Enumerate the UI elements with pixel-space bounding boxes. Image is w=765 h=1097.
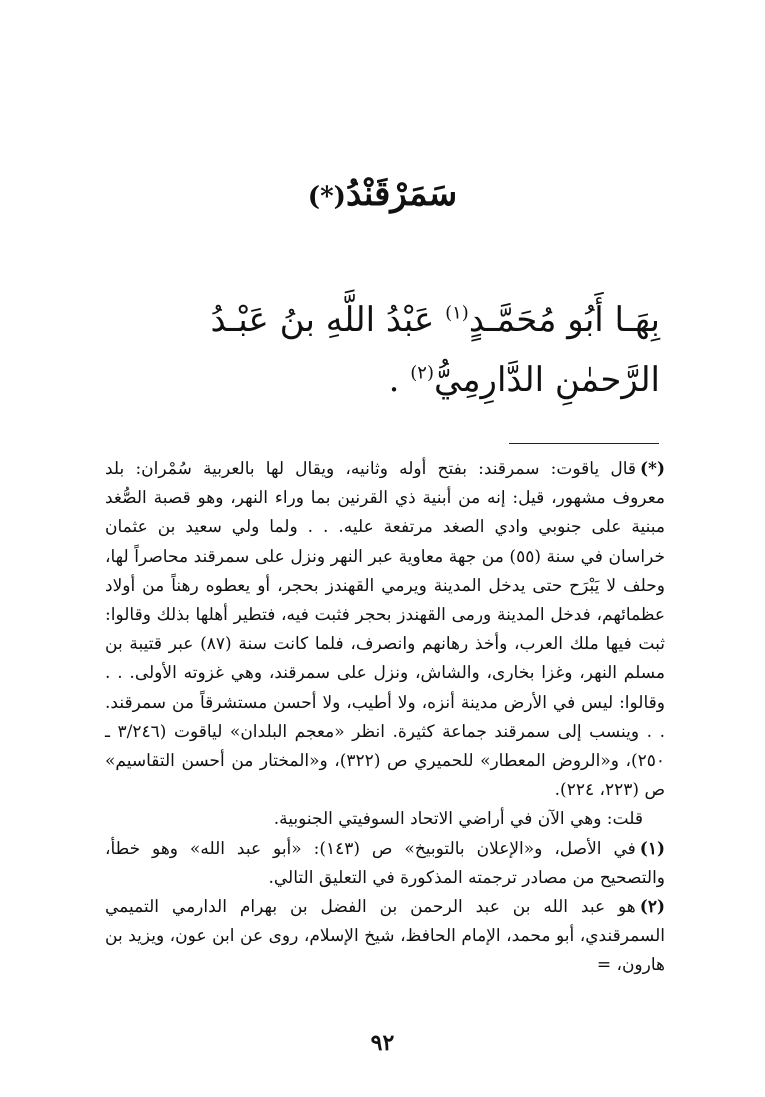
page-number: ٩٢ [370,1030,395,1056]
footnote-1 [105,835,665,893]
footnote-text: في الأصل، و«الإعلان بالتوبيخ» ص (١٤٣): «أبو عبد الله» وهو خطأ، والتصحيح من مصادر ترجمته المذكورة في التعليق التالي. [105,838,665,888]
page-title [0,168,765,223]
footnote-number: (٢) [639,897,665,918]
footnote-text: قال ياقوت: سمرقند: بفتح أوله وثانيه، ويقال لها بالعربية سُمْران: بلد معروف مشهور، قيل: إنه من أبنية ذي القرنين بما وراء النهر، وهو قصبة الصُّغد مبنية على جنوبي وادي الصغد مرتفعة عليه. . . ولما ولي سعيد بن عثمان خراسان في سنة (٥٥) من جهة معاوية عبر النهر ونزل على سمرقند محاصراً لها، وحلف لا يَبْرَح حتى يدخل المدينة ويرمي القهندز بحجر، أو يعطوه رهناً من أولاد عظمائهم، فدخل المدينة ورمى القهندز بحجر فثبت فيه، فتطير أهلها بذلك وقالوا: ثبت فيها ملك العرب، وأخذ رهانهم وانصرف، فلما كانت سنة (٨٧) عبر قتيبة بن مسلم النهر، وغزا بخارى، والشاش، ونزل على سمرقند، وهي غزوته الأولى. . . وقالوا: ليس في الأرض مدينة أنزه، ولا أطيب، ولا أحسن مستشرقاً من سمرقند. . . وينسب إلى سمرقند جماعة كثيرة. انظر «معجم البلدان» لياقوت (٣/٢٤٦ ـ ٢٥٠)، و«الروض المعطار» للحميري ص (٣٢٢)، و«المختار من أحسن التقاسيم» ص (٢٢٣، ٢٢٤). [105,459,666,801]
verse-footnote-ref-2: (٢) [410,362,434,384]
footnote-star [105,455,665,805]
title-text: سَمَرْقَنْدُ [345,174,458,214]
title-footnote-mark: (*) [307,182,346,212]
footnote-text: قلت: وهي الآن في أراضي الاتحاد السوفيتي الجنوبية. [273,809,643,830]
verse-part-1: بِهَـا أَبُو مُحَمَّـدٍ [468,300,660,340]
footnote-number: (١) [639,838,665,859]
footnote-number: (*) [640,459,665,479]
footnotes [105,455,665,981]
footnote-divider [509,443,659,444]
verse-line [100,290,660,410]
verse-footnote-ref-1: (١) [445,302,469,324]
footnote-remark [105,805,665,834]
verse-part-2: عَبْدُ اللَّهِ بنُ عَبْـدُ الرَّحمٰنِ الدَّارِمِيُّ [210,300,660,400]
footnote-2 [105,893,665,981]
verse-end: . [388,360,411,400]
footnote-text: هو عبد الله بن عبد الرحمن بن الفضل بن بهرام الدارمي التميمي السمرقندي، أبو محمد، الإمام الحافظ، شيخ الإسلام، روى عن ابن عون، ويزيد بن هارون، = [105,897,665,976]
